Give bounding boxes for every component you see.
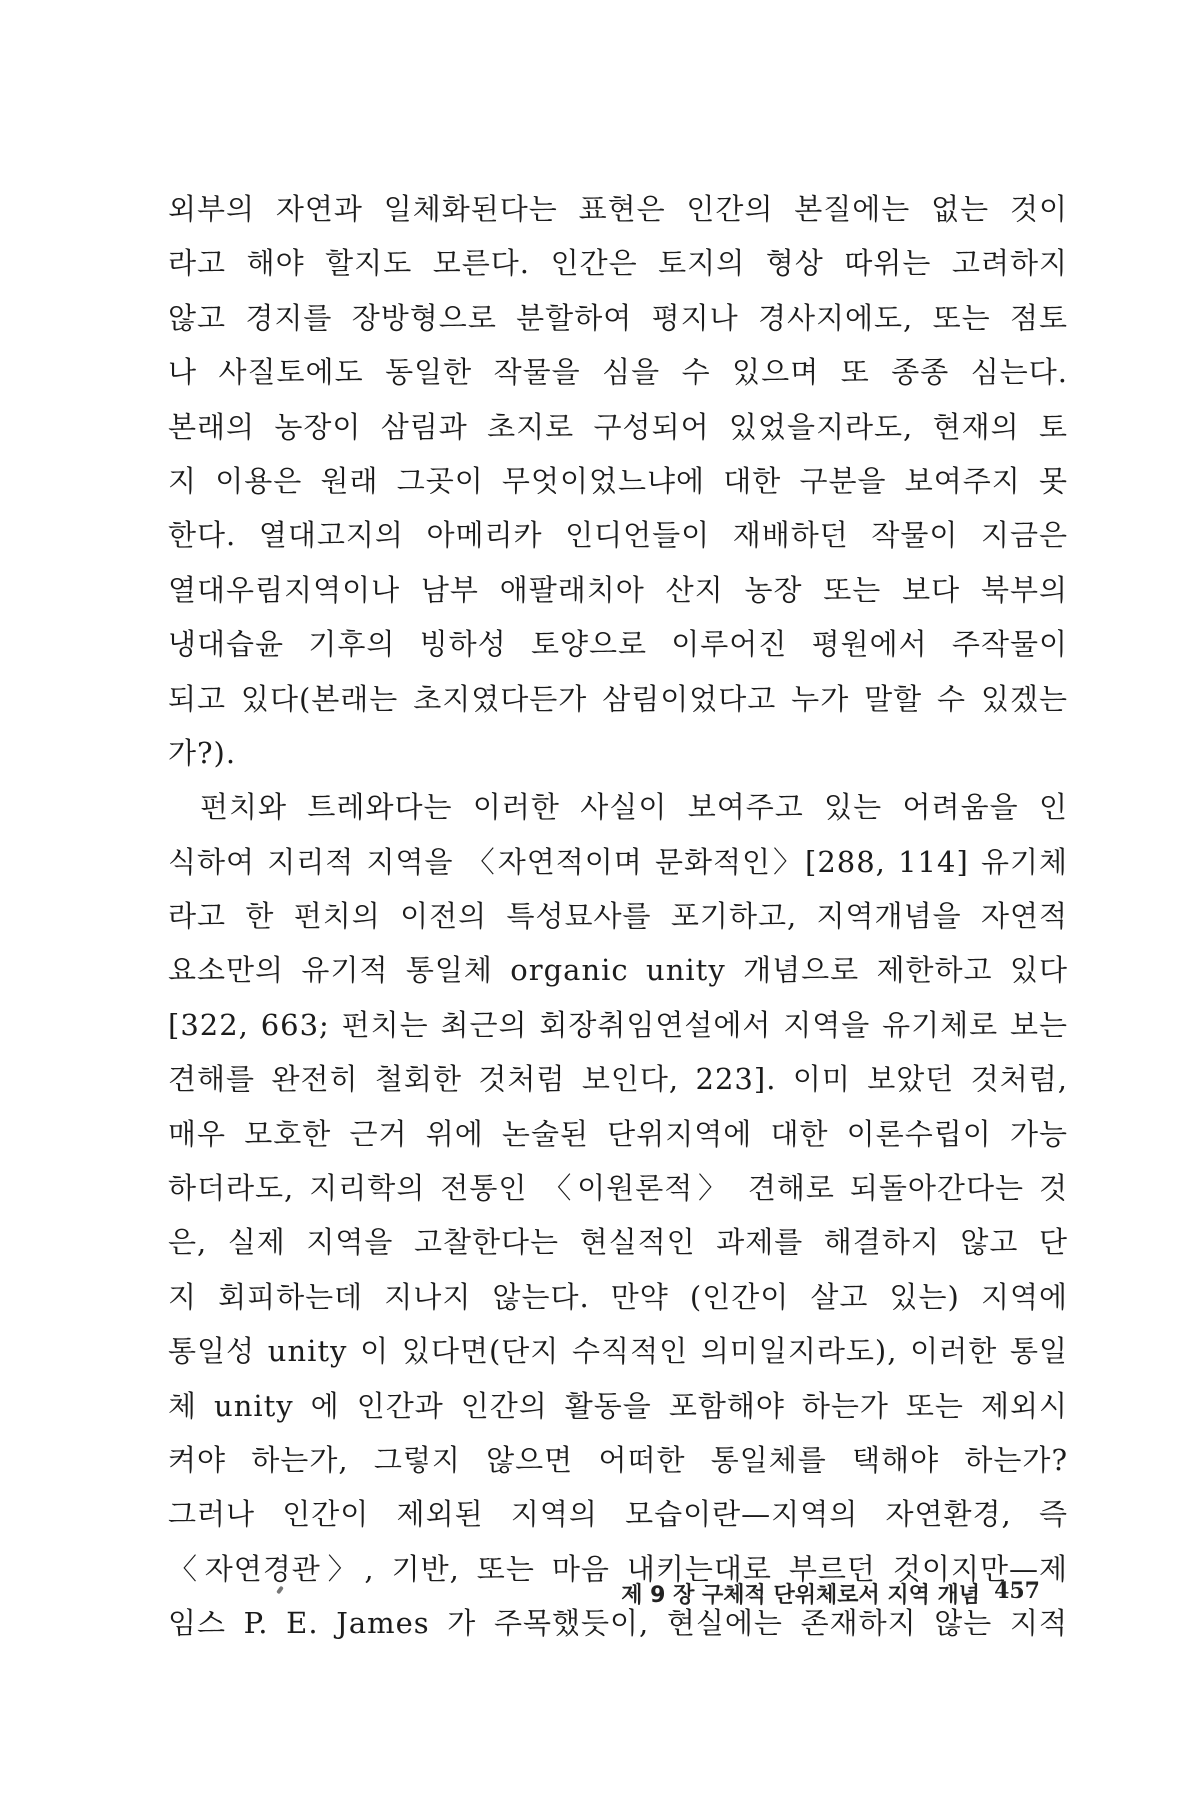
text-line: 체 unity 에 인간과 인간의 활동을 포함해야 하는가 또는 제외시	[168, 1388, 1068, 1423]
paragraph-end-line: 가?).	[168, 735, 237, 770]
text-line: 식하여 지리적 지역을 〈자연적이며 문화적인〉[288, 114] 유기체	[168, 844, 1068, 879]
body-text	[168, 182, 1068, 1651]
text-line: 외부의 자연과 일체화된다는 표현은 인간의 본질에는 없는 것이	[168, 192, 1068, 226]
text-line: 않고 경지를 장방형으로 분할하여 평지나 경사지에도, 또는 점토	[168, 300, 1068, 335]
text-line: 〈자연경관〉, 기반, 또는 마음 내키는대로 부르던 것이지만—제	[168, 1551, 1068, 1586]
text-line: 임스 P. E. James 가 주목했듯이, 현실에는 존재하지 않는 지적	[168, 1606, 1068, 1641]
text-line: 요소만의 유기적 통일체 organic unity 개념으로 제한하고 있다	[168, 953, 1068, 988]
page-footer	[540, 1578, 1040, 1609]
paragraph-first-line: 펀치와 트레와다는 이러한 사실이 보여주고 있는 어려움을 인	[200, 790, 1068, 825]
text-line: 지 회피하는데 지나지 않는다. 만약 (인간이 살고 있는) 지역에	[168, 1279, 1068, 1314]
text-line: 나 사질토에도 동일한 작물을 심을 수 있으며 또 종종 심는다.	[168, 355, 1068, 390]
text-line: 매우 모호한 근거 위에 논술된 단위지역에 대한 이론수립이 가능	[168, 1116, 1068, 1151]
running-title: 제 9 장 구체적 단위체로서 지역 개념	[621, 1583, 981, 1608]
text-line: 그러나 인간이 제외된 지역의 모습이란—지역의 자연환경, 즉	[168, 1497, 1068, 1532]
text-line: 지 이용은 원래 그곳이 무엇이었느냐에 대한 구분을 보여주지 못	[168, 463, 1068, 498]
text-line: 하더라도, 지리학의 전통인 〈이원론적〉 견해로 되돌아간다는 것	[168, 1171, 1068, 1206]
text-line: 한다. 열대고지의 아메리카 인디언들이 재배하던 작물이 지금은	[168, 518, 1068, 553]
page-number: 457	[994, 1578, 1040, 1604]
text-line: 열대우림지역이나 남부 애팔래치아 산지 농장 또는 보다 북부의	[168, 572, 1068, 607]
text-line: 라고 한 펀치의 이전의 특성묘사를 포기하고, 지역개념을 자연적	[168, 899, 1068, 934]
text-line: 견해를 완전히 철회한 것처럼 보인다, 223]. 이미 보았던 것처럼,	[168, 1062, 1068, 1097]
text-line: 냉대습윤 기후의 빙하성 토양으로 이루어진 평원에서 주작물이	[168, 627, 1068, 662]
text-line: [322, 663; 펀치는 최근의 회장취임연설에서 지역을 유기체로 보는	[168, 1007, 1068, 1042]
text-line: 통일성 unity 이 있다면(단지 수직적인 의미일지라도), 이러한 통일	[168, 1334, 1068, 1369]
text-line: 은, 실제 지역을 고찰한다는 현실적인 과제를 해결하지 않고 단	[168, 1225, 1068, 1260]
text-line: 본래의 농장이 삼림과 초지로 구성되어 있었을지라도, 현재의 토	[168, 409, 1068, 444]
text-line: 되고 있다(본래는 초지였다든가 삼림이었다고 누가 말할 수 있겠는	[168, 681, 1068, 716]
text-line: 라고 해야 할지도 모른다. 인간은 토지의 형상 따위는 고려하지	[168, 246, 1068, 281]
text-line: 켜야 하는가, 그렇지 않으면 어떠한 통일체를 택해야 하는가?	[168, 1442, 1068, 1477]
